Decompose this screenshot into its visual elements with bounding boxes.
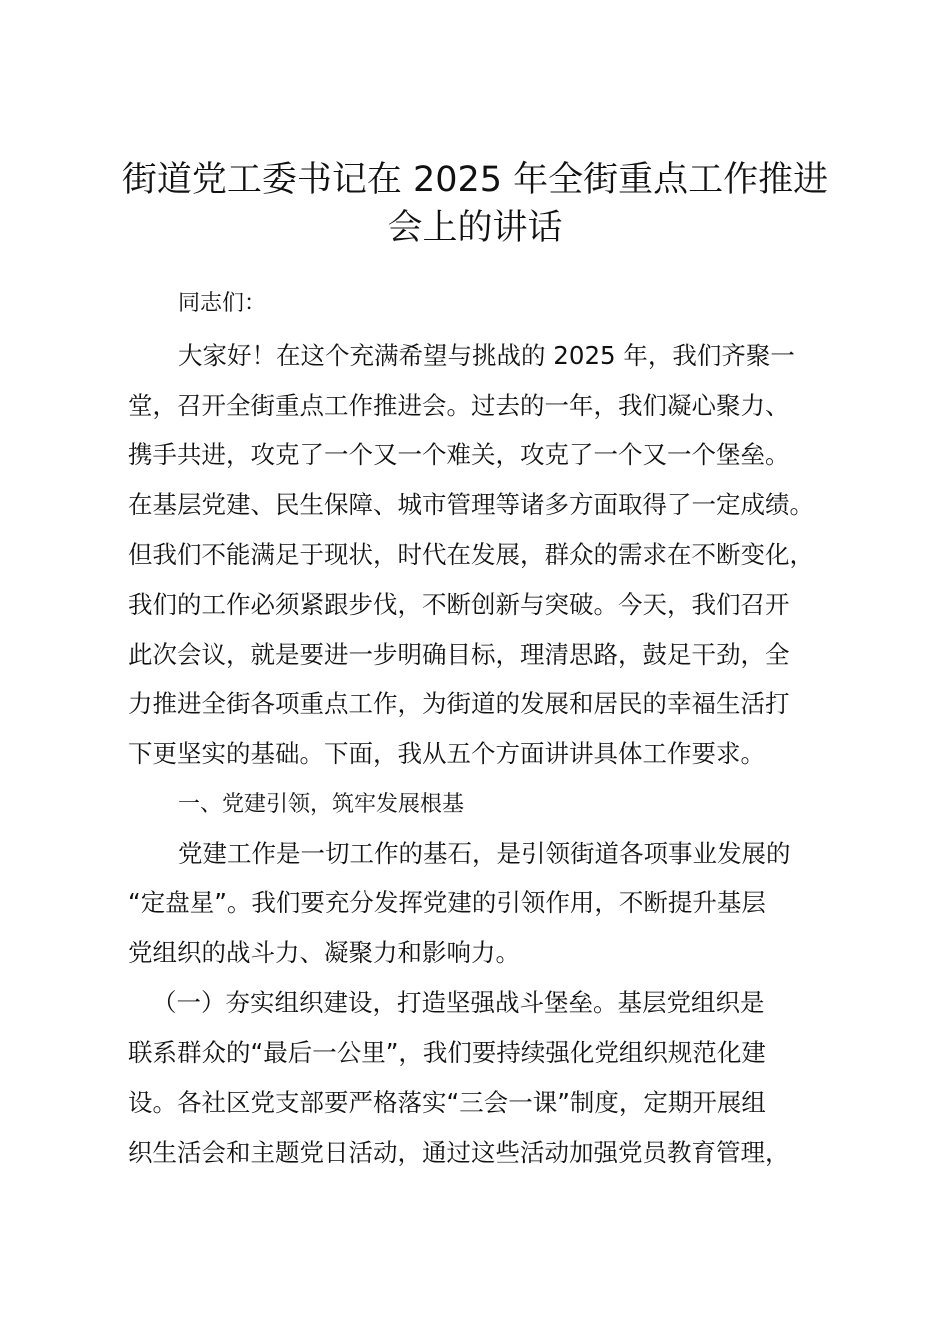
paragraph-line: 党建工作是一切工作的基石，是引领街道各项事业发展的 bbox=[178, 839, 791, 868]
document-title bbox=[90, 156, 860, 252]
paragraph-line: 此次会议，就是要进一步明确目标，理清思路，鼓足干劲，全 bbox=[128, 640, 790, 669]
paragraph-line: 织生活会和主题党日活动，通过这些活动加强党员教育管理， bbox=[128, 1138, 790, 1167]
paragraph-line: 堂，召开全街重点工作推进会。过去的一年，我们凝心聚力、 bbox=[128, 391, 790, 420]
paragraph-line: 大家好！在这个充满希望与挑战的 2025 年，我们齐聚一 bbox=[178, 341, 795, 370]
title-line-1: 街道党工委书记在 2025 年全街重点工作推进 bbox=[121, 160, 829, 200]
paragraph-line: 党组织的战斗力、凝聚力和影响力。 bbox=[128, 938, 520, 967]
section-heading: 一、党建引领，筑牢发展根基 bbox=[178, 792, 465, 817]
paragraph-line: 设。各社区党支部要严格落实“三会一课”制度，定期开展组 bbox=[128, 1088, 766, 1117]
paragraph-line: （一）夯实组织建设，打造坚强战斗堡垒。基层党组织是 bbox=[152, 988, 765, 1017]
paragraph-line: 我们的工作必须紧跟步伐，不断创新与突破。今天，我们召开 bbox=[128, 590, 790, 619]
paragraph-line: 力推进全街各项重点工作，为街道的发展和居民的幸福生活打 bbox=[128, 689, 790, 718]
paragraph-line: 下更坚实的基础。下面，我从五个方面讲讲具体工作要求。 bbox=[128, 739, 765, 768]
title-line-2: 会上的讲话 bbox=[387, 208, 563, 248]
paragraph-line: “定盘星”。我们要充分发挥党建的引领作用，不断提升基层 bbox=[128, 888, 766, 917]
paragraph-line: 携手共进，攻克了一个又一个难关，攻克了一个又一个堡垒。 bbox=[128, 440, 790, 469]
greeting: 同志们： bbox=[178, 291, 267, 316]
paragraph-line: 但我们不能满足于现状，时代在发展，群众的需求在不断变化， bbox=[128, 540, 814, 569]
paragraph-line: 联系群众的“最后一公里”，我们要持续强化党组织规范化建 bbox=[128, 1038, 766, 1067]
paragraph-line: 在基层党建、民生保障、城市管理等诸多方面取得了一定成绩。 bbox=[128, 490, 814, 519]
